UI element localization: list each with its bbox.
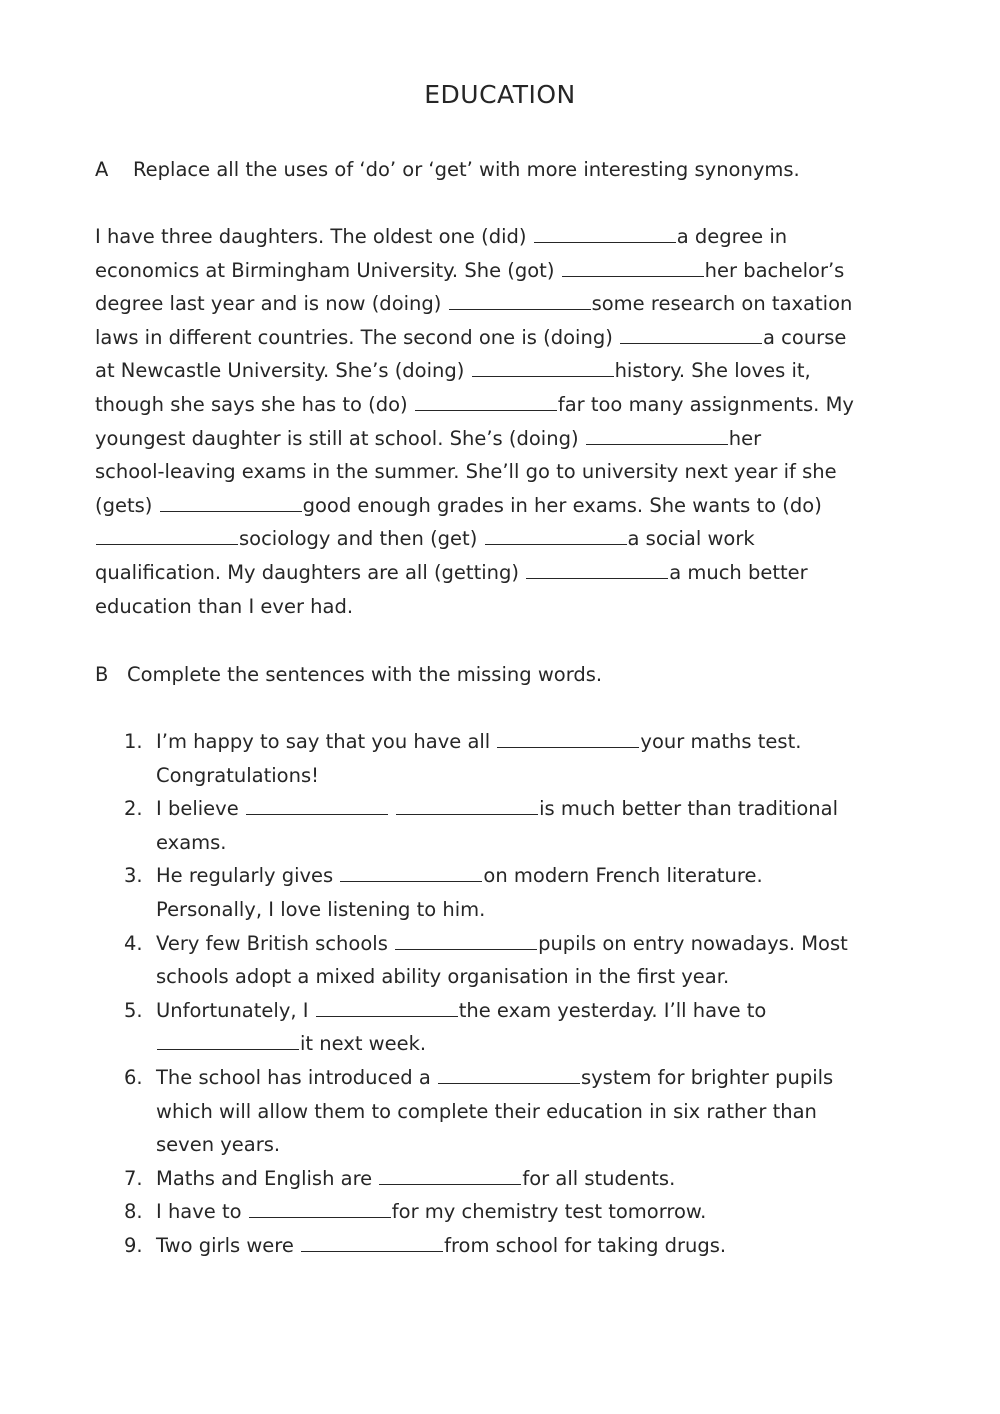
text-segment: degree last year and is now (doing) — [95, 292, 448, 316]
text-line — [156, 759, 904, 793]
text-line — [156, 1095, 904, 1129]
text-segment: some research on taxation — [591, 292, 853, 316]
text-line — [95, 254, 895, 288]
text-line — [95, 455, 895, 489]
text-segment: a course — [763, 325, 847, 349]
list-item — [124, 1229, 904, 1263]
text-segment: on modern French literature. — [483, 864, 763, 888]
answer-blank[interactable] — [249, 1199, 391, 1218]
text-line — [95, 354, 895, 388]
answer-blank[interactable] — [316, 998, 458, 1017]
answer-blank[interactable] — [246, 796, 388, 815]
text-segment: her — [728, 426, 762, 450]
text-segment: for all students. — [522, 1166, 676, 1190]
text-segment: school-leaving exams in the summer. She’ll go to university next year if she — [95, 460, 837, 484]
text-line — [156, 859, 904, 893]
answer-blank[interactable] — [534, 224, 676, 243]
list-item — [124, 1061, 904, 1162]
answer-blank[interactable] — [96, 526, 238, 545]
text-segment: Very few British schools — [156, 931, 395, 955]
text-segment: system for brighter pupils — [580, 1065, 834, 1089]
text-line — [95, 522, 895, 556]
text-line — [156, 1027, 904, 1061]
text-line — [95, 590, 895, 624]
text-segment: I believe — [156, 797, 245, 821]
section-b-list — [124, 725, 904, 1263]
list-item — [124, 1162, 904, 1196]
section-b-letter: B — [95, 663, 109, 686]
text-segment: youngest daughter is still at school. She’s (doing) — [95, 426, 585, 450]
list-item — [124, 859, 904, 926]
text-segment: The school has introduced a — [156, 1065, 437, 1089]
text-segment: is much better than traditional — [539, 797, 839, 821]
text-segment: Maths and English are — [156, 1166, 379, 1190]
answer-blank[interactable] — [396, 796, 538, 815]
answer-blank[interactable] — [620, 325, 762, 344]
answer-blank[interactable] — [526, 560, 668, 579]
text-line — [95, 388, 895, 422]
item-number: 1. — [124, 730, 143, 753]
text-line — [95, 220, 895, 254]
item-number: 8. — [124, 1200, 143, 1224]
text-segment: I have three daughters. The oldest one (did) — [95, 225, 533, 248]
text-segment: Two girls were — [156, 1233, 301, 1257]
text-segment: Unfortunately, I — [156, 998, 315, 1022]
text-line — [156, 792, 904, 826]
text-line — [156, 1195, 904, 1229]
section-a-letter: A — [95, 158, 109, 181]
text-line — [156, 1128, 904, 1162]
text-line — [156, 960, 904, 994]
text-segment: a social work — [627, 527, 755, 551]
list-item — [124, 1195, 904, 1229]
text-line — [95, 321, 895, 355]
text-segment: which will allow them to complete their education in six rather than — [156, 1099, 817, 1123]
text-segment: at Newcastle University. She’s (doing) — [95, 359, 471, 383]
text-segment: the exam yesterday. I’ll have to — [458, 998, 767, 1022]
text-line — [95, 422, 895, 456]
text-segment: though she says she has to (do) — [95, 392, 414, 416]
section-a-passage — [95, 220, 895, 623]
text-segment: Congratulations! — [156, 763, 319, 787]
text-segment — [389, 797, 395, 820]
answer-blank[interactable] — [485, 526, 627, 545]
answer-blank[interactable] — [395, 931, 537, 950]
text-segment: laws in different countries. The second one is (doing) — [95, 325, 620, 349]
section-b-instruction: Complete the sentences with the missing words. — [127, 663, 603, 686]
item-number: 6. — [124, 1065, 143, 1089]
text-line — [156, 1061, 904, 1095]
text-segment: a much better — [669, 560, 808, 584]
item-number: 2. — [124, 797, 143, 821]
text-line — [95, 556, 895, 590]
section-b-heading — [95, 663, 602, 686]
answer-blank[interactable] — [415, 392, 557, 411]
item-number: 4. — [124, 931, 143, 955]
text-segment: qualification. My daughters are all (getting) — [95, 560, 526, 584]
answer-blank[interactable] — [449, 291, 591, 310]
text-line — [156, 826, 904, 860]
text-line — [95, 489, 895, 523]
text-line — [156, 1162, 904, 1196]
list-item — [124, 725, 904, 792]
text-segment: He regularly gives — [156, 864, 340, 888]
section-a-instruction: Replace all the uses of ‘do’ or ‘get’ with more interesting synonyms. — [133, 158, 800, 181]
answer-blank[interactable] — [301, 1233, 443, 1252]
text-segment: I have to — [156, 1200, 248, 1224]
text-segment: pupils on entry nowadays. Most — [538, 931, 848, 955]
text-line — [156, 1229, 904, 1263]
text-line — [156, 927, 904, 961]
answer-blank[interactable] — [379, 1166, 521, 1185]
text-segment: for my chemistry test tomorrow. — [391, 1200, 707, 1224]
answer-blank[interactable] — [562, 258, 704, 277]
text-line — [95, 287, 895, 321]
text-segment: history. She loves it, — [614, 359, 811, 383]
answer-blank[interactable] — [160, 493, 302, 512]
answer-blank[interactable] — [340, 863, 482, 882]
text-segment: (gets) — [95, 493, 159, 517]
text-segment: her bachelor’s — [704, 258, 845, 282]
list-item — [124, 994, 904, 1061]
text-segment: good enough grades in her exams. She wants to (do) — [302, 493, 822, 517]
list-item — [124, 927, 904, 994]
answer-blank[interactable] — [438, 1065, 580, 1084]
text-segment: Personally, I love listening to him. — [156, 897, 486, 921]
answer-blank[interactable] — [472, 358, 614, 377]
item-number: 7. — [124, 1166, 143, 1190]
text-segment: from school for taking drugs. — [444, 1233, 727, 1257]
text-segment: schools adopt a mixed ability organisation in the first year. — [156, 965, 730, 989]
text-segment: a degree in — [676, 225, 788, 248]
text-segment: education than I ever had. — [95, 594, 354, 618]
text-segment: seven years. — [156, 1133, 281, 1157]
item-number: 5. — [124, 998, 143, 1022]
text-segment: far too many assignments. My — [557, 392, 854, 416]
text-line — [156, 725, 904, 759]
item-number: 9. — [124, 1233, 143, 1257]
list-item — [124, 792, 904, 859]
answer-blank[interactable] — [157, 1031, 299, 1050]
page-title: EDUCATION — [424, 80, 576, 109]
answer-blank[interactable] — [497, 729, 639, 748]
item-number: 3. — [124, 864, 143, 888]
text-segment: sociology and then (get) — [239, 527, 484, 551]
text-line — [156, 893, 904, 927]
answer-blank[interactable] — [586, 426, 728, 445]
text-segment: it next week. — [300, 1032, 427, 1056]
text-line — [156, 994, 904, 1028]
section-a-heading — [95, 158, 800, 181]
text-segment: your maths test. — [640, 730, 802, 753]
text-segment: I’m happy to say that you have all — [156, 730, 497, 753]
text-segment: economics at Birmingham University. She (got) — [95, 258, 561, 282]
text-segment: exams. — [156, 830, 227, 854]
